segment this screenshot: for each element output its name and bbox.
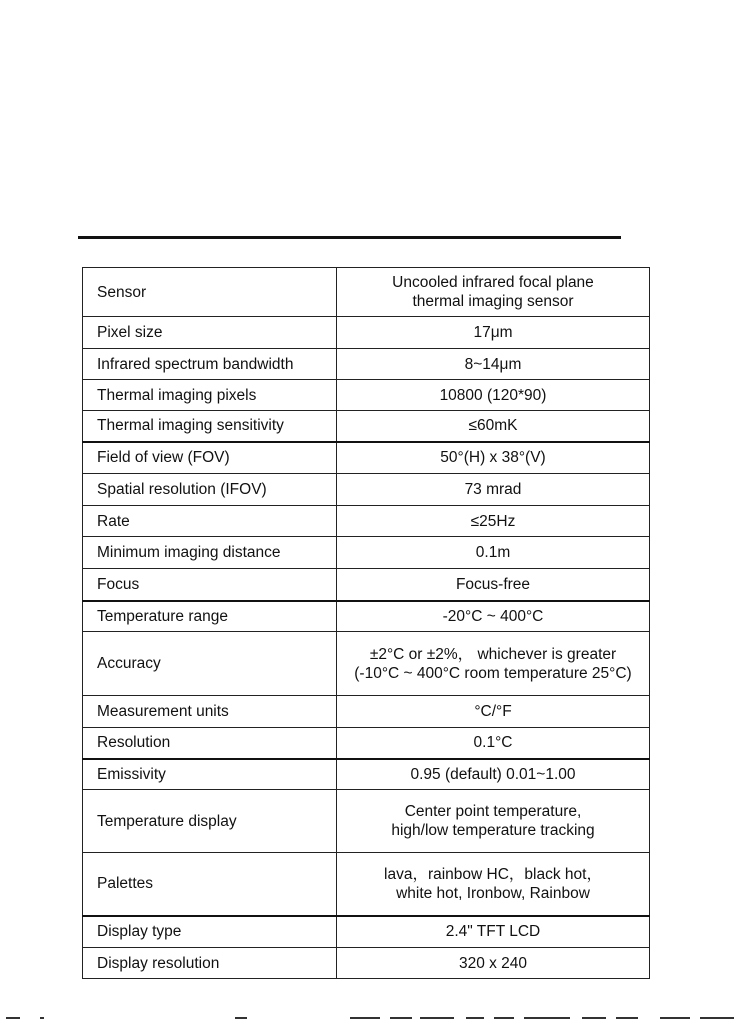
specifications-table bbox=[82, 267, 650, 979]
table-row bbox=[83, 759, 650, 790]
spec-value-line: (-10°C ~ 400°C room temperature 25°C) bbox=[354, 664, 632, 682]
table-row bbox=[83, 411, 650, 442]
spec-value-line: Uncooled infrared focal plane bbox=[392, 274, 594, 291]
table-row bbox=[83, 916, 650, 948]
table-row bbox=[83, 696, 650, 728]
spec-label-sensitivity: Thermal imaging sensitivity bbox=[83, 411, 337, 442]
spec-label-resolution: Resolution bbox=[83, 728, 337, 759]
table-row bbox=[83, 728, 650, 759]
table-row bbox=[83, 569, 650, 601]
spec-label-ifov: Spatial resolution (IFOV) bbox=[83, 474, 337, 506]
spec-value-sensitivity: ≤60mK bbox=[337, 411, 650, 442]
spec-value-line: thermal imaging sensor bbox=[412, 293, 574, 310]
spec-value-imaging-pixels: 10800 (120*90) bbox=[337, 380, 650, 411]
spec-value-temperature-display bbox=[337, 790, 650, 853]
spec-label-min-distance: Minimum imaging distance bbox=[83, 537, 337, 569]
spec-label-temperature-range: Temperature range bbox=[83, 601, 337, 632]
spec-value-line: ±2°C or ±2%， whichever is greater bbox=[369, 645, 617, 663]
spec-value-min-distance: 0.1m bbox=[337, 537, 650, 569]
spec-label-display-resolution: Display resolution bbox=[83, 948, 337, 979]
spec-label-fov: Field of view (FOV) bbox=[83, 442, 337, 474]
spec-value-line: Center point temperature, bbox=[404, 803, 582, 820]
spec-label-spectrum-bandwidth: Infrared spectrum bandwidth bbox=[83, 349, 337, 380]
spec-value-rate: ≤25Hz bbox=[337, 506, 650, 537]
table-row bbox=[83, 790, 650, 853]
table-row bbox=[83, 317, 650, 349]
spec-value-fov: 50°(H) x 38°(V) bbox=[337, 442, 650, 474]
spec-label-measurement-units: Measurement units bbox=[83, 696, 337, 728]
table-row bbox=[83, 506, 650, 537]
spec-value-temperature-range: -20°C ~ 400°C bbox=[337, 601, 650, 632]
spec-value-spectrum-bandwidth: 8~14μm bbox=[337, 349, 650, 380]
table-row bbox=[83, 268, 650, 317]
spec-value-pixel-size: 17μm bbox=[337, 317, 650, 349]
spec-value-emissivity: 0.95 (default) 0.01~1.00 bbox=[337, 759, 650, 790]
spec-value-line: lava，rainbow HC，black hot， bbox=[384, 865, 602, 883]
spec-value-display-type: 2.4" TFT LCD bbox=[337, 916, 650, 948]
spec-label-temperature-display: Temperature display bbox=[83, 790, 337, 853]
spec-label-rate: Rate bbox=[83, 506, 337, 537]
spec-label-emissivity: Emissivity bbox=[83, 759, 337, 790]
table-row bbox=[83, 853, 650, 916]
spec-value-focus: Focus-free bbox=[337, 569, 650, 601]
spec-label-imaging-pixels: Thermal imaging pixels bbox=[83, 380, 337, 411]
table-row bbox=[83, 537, 650, 569]
spec-value-resolution: 0.1°C bbox=[337, 728, 650, 759]
spec-value-palettes bbox=[337, 853, 650, 916]
table-row bbox=[83, 948, 650, 979]
spec-label-pixel-size: Pixel size bbox=[83, 317, 337, 349]
spec-value-ifov: 73 mrad bbox=[337, 474, 650, 506]
table-row bbox=[83, 380, 650, 411]
table-row bbox=[83, 349, 650, 380]
spec-label-sensor: Sensor bbox=[83, 268, 337, 317]
spec-label-display-type: Display type bbox=[83, 916, 337, 948]
spec-label-accuracy: Accuracy bbox=[83, 632, 337, 696]
spec-value-line: high/low temperature tracking bbox=[391, 822, 595, 839]
spec-label-focus: Focus bbox=[83, 569, 337, 601]
table-row bbox=[83, 474, 650, 506]
table-row bbox=[83, 632, 650, 696]
spec-value-accuracy bbox=[337, 632, 650, 696]
spec-value-display-resolution: 320 x 240 bbox=[337, 948, 650, 979]
cropped-footer-text bbox=[0, 1015, 741, 1021]
spec-value-line: white hot, Ironbow, Rainbow bbox=[396, 884, 590, 902]
spec-value-measurement-units: °C/°F bbox=[337, 696, 650, 728]
table-row bbox=[83, 442, 650, 474]
table-row bbox=[83, 601, 650, 632]
spec-label-palettes: Palettes bbox=[83, 853, 337, 916]
spec-value-sensor bbox=[337, 268, 650, 317]
section-divider bbox=[78, 236, 621, 239]
